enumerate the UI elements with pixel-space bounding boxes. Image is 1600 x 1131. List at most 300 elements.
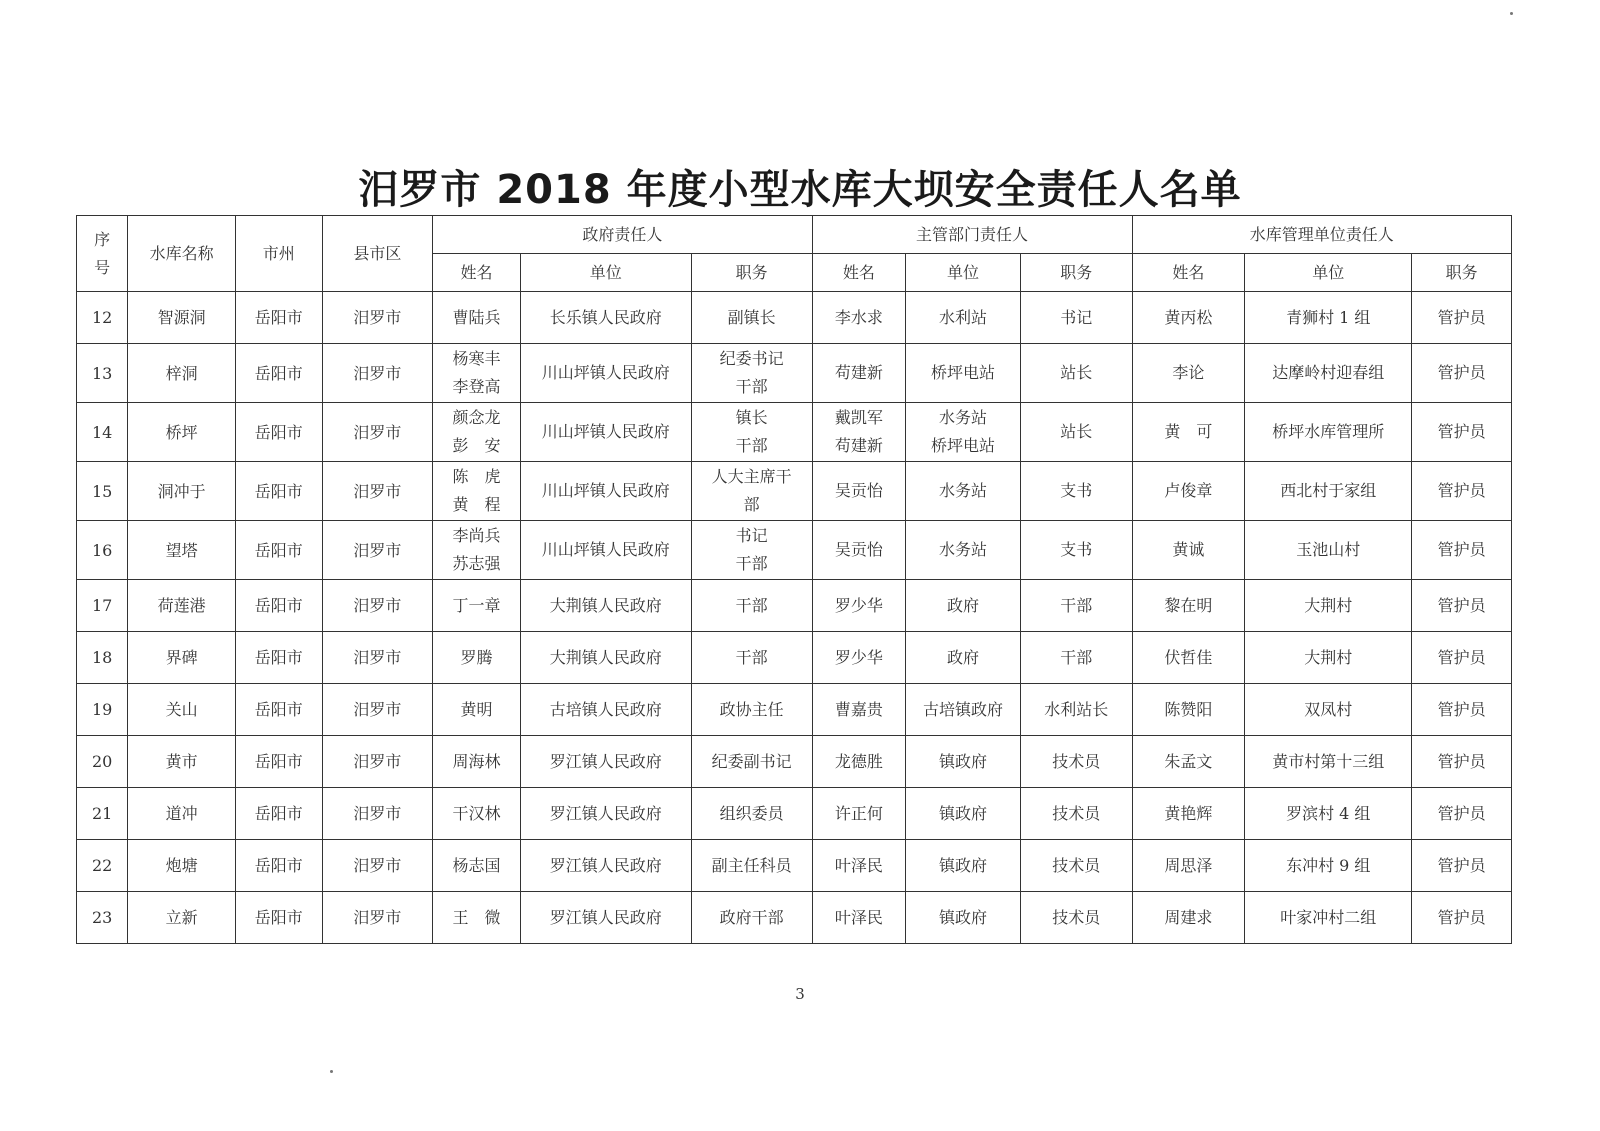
cell-line: 支书 [1060,540,1093,559]
cell-line: 黄丙松 [1164,307,1213,327]
cell-mgmt-duty [1412,736,1512,788]
cell-line: 水利站长 [1044,699,1109,719]
cell-line: 王 微 [452,907,501,927]
cell-mgmt-unit [1245,292,1412,344]
cell-line: 书记 [735,526,768,545]
cell-line: 罗少华 [834,647,883,667]
cell-dept-duty [1020,892,1132,944]
cell-county: 汨罗市 [322,632,433,684]
cell-city: 岳阳市 [235,580,322,632]
cell-county: 汨罗市 [322,788,433,840]
cell-dept-unit [906,788,1021,840]
cell-line: 大荆村 [1304,595,1353,615]
cell-line: 人大主席干 [711,467,792,486]
cell-line: 管护员 [1437,803,1486,823]
cell-line: 罗腾 [460,647,493,667]
header-mgmt-group: 水库管理单位责任人 [1132,216,1511,254]
cell-line: 曹嘉贵 [834,699,883,719]
cell-no: 13 [77,344,128,403]
cell-gov-duty [691,684,812,736]
header-dept-unit: 单位 [906,254,1021,292]
cell-gov-unit [520,292,691,344]
cell-reservoir: 立新 [128,892,236,944]
cell-dept-duty [1020,462,1132,521]
table-row [77,462,1512,521]
cell-dept-duty [1020,292,1132,344]
cell-line: 玉池山村 [1296,540,1361,559]
cell-mgmt-duty [1412,344,1512,403]
cell-line: 叶泽民 [834,855,883,875]
cell-county: 汨罗市 [322,840,433,892]
cell-line: 杨寒丰 [452,349,501,368]
cell-line: 周海林 [452,751,501,771]
cell-gov-unit [520,892,691,944]
cell-mgmt-unit [1245,684,1412,736]
header-gov-group: 政府责任人 [433,216,812,254]
cell-mgmt-name [1132,580,1245,632]
cell-line: 大荆镇人民政府 [549,647,662,667]
cell-mgmt-unit [1245,462,1412,521]
header-gov-unit: 单位 [520,254,691,292]
cell-line: 干部 [735,595,768,615]
cell-county: 汨罗市 [322,292,433,344]
cell-gov-name [433,344,521,403]
cell-gov-unit [520,736,691,788]
cell-mgmt-name [1132,892,1245,944]
cell-line: 技术员 [1052,803,1101,823]
cell-no: 23 [77,892,128,944]
cell-dept-unit [906,684,1021,736]
cell-line: 副镇长 [727,307,776,327]
cell-mgmt-unit [1245,344,1412,403]
cell-dept-name [812,892,906,944]
cell-gov-duty [691,892,812,944]
cell-dept-unit [906,632,1021,684]
cell-line: 大荆镇人民政府 [549,595,662,615]
cell-mgmt-unit [1245,632,1412,684]
cell-mgmt-duty [1412,292,1512,344]
cell-line: 政府 [946,595,979,615]
cell-gov-unit [520,788,691,840]
cell-line: 镇政府 [938,803,987,823]
cell-gov-name [433,632,521,684]
cell-line: 西北村于家组 [1280,481,1377,500]
cell-line: 大荆村 [1304,647,1353,667]
cell-line: 龙德胜 [834,751,883,771]
cell-line: 干部 [735,436,768,455]
cell-mgmt-duty [1412,684,1512,736]
cell-mgmt-duty [1412,632,1512,684]
cell-dept-duty [1020,632,1132,684]
table-body [77,292,1512,944]
cell-line: 苟建新 [834,436,883,455]
cell-mgmt-unit [1245,840,1412,892]
cell-gov-duty [691,788,812,840]
cell-mgmt-unit [1245,521,1412,580]
table-row [77,632,1512,684]
cell-mgmt-unit [1245,403,1412,462]
cell-gov-name [433,684,521,736]
header-seq-line: 号 [94,257,111,277]
cell-mgmt-name [1132,292,1245,344]
cell-line: 黎在明 [1164,595,1213,615]
cell-gov-unit [520,344,691,403]
table-row [77,788,1512,840]
cell-dept-unit [906,580,1021,632]
cell-city: 岳阳市 [235,521,322,580]
header-seq-line: 序 [94,229,111,249]
cell-city: 岳阳市 [235,840,322,892]
cell-line: 罗江镇人民政府 [549,803,662,823]
cell-line: 副主任科员 [711,855,792,875]
cell-line: 干部 [735,554,768,573]
cell-line: 李论 [1172,363,1205,382]
cell-line: 管护员 [1437,595,1486,615]
cell-gov-duty [691,462,812,521]
cell-line: 管护员 [1437,699,1486,719]
cell-dept-unit [906,892,1021,944]
cell-line: 长乐镇人民政府 [549,307,662,327]
cell-city: 岳阳市 [235,684,322,736]
table-row [77,840,1512,892]
cell-reservoir: 界碑 [128,632,236,684]
cell-dept-name [812,403,906,462]
cell-gov-unit [520,684,691,736]
cell-mgmt-unit [1245,736,1412,788]
cell-dept-unit [906,292,1021,344]
cell-line: 干部 [735,647,768,667]
cell-gov-name [433,292,521,344]
cell-line: 黄艳辉 [1164,803,1213,823]
cell-mgmt-name [1132,736,1245,788]
cell-line: 镇政府 [938,907,987,927]
cell-line: 叶家冲村二组 [1280,907,1377,927]
cell-dept-name [812,462,906,521]
cell-dept-name [812,580,906,632]
cell-dept-name [812,736,906,788]
cell-line: 黄诚 [1172,540,1205,559]
cell-dept-duty [1020,840,1132,892]
cell-line: 罗江镇人民政府 [549,907,662,927]
header-row-top [77,216,1512,254]
cell-dept-duty [1020,788,1132,840]
cell-mgmt-duty [1412,462,1512,521]
cell-city: 岳阳市 [235,788,322,840]
cell-line: 罗江镇人民政府 [549,855,662,875]
cell-gov-name [433,580,521,632]
cell-line: 政府干部 [719,907,784,927]
cell-line: 苏志强 [452,554,501,573]
cell-dept-name [812,292,906,344]
cell-line: 吴贡怡 [834,540,883,559]
cell-mgmt-name [1132,788,1245,840]
cell-line: 桥坪电站 [930,436,995,455]
cell-no: 20 [77,736,128,788]
cell-dept-duty [1020,521,1132,580]
cell-county: 汨罗市 [322,403,433,462]
cell-dept-duty [1020,344,1132,403]
cell-county: 汨罗市 [322,521,433,580]
cell-line: 干部 [1060,647,1093,667]
cell-line: 川山坪镇人民政府 [541,540,670,559]
cell-line: 水务站 [938,481,987,500]
cell-line: 政协主任 [719,699,784,719]
cell-line: 丁一章 [452,595,501,615]
cell-line: 管护员 [1437,307,1486,327]
cell-reservoir: 黄市 [128,736,236,788]
cell-mgmt-name [1132,632,1245,684]
cell-reservoir: 望塔 [128,521,236,580]
cell-line: 古培镇人民政府 [549,699,662,719]
cell-mgmt-unit [1245,580,1412,632]
cell-county: 汨罗市 [322,580,433,632]
cell-mgmt-duty [1412,892,1512,944]
cell-line: 支书 [1060,481,1093,500]
cell-county: 汨罗市 [322,462,433,521]
cell-line: 站长 [1060,422,1093,441]
cell-line: 李尚兵 [452,526,501,545]
table-row [77,403,1512,462]
cell-gov-unit [520,632,691,684]
cell-reservoir: 荷莲港 [128,580,236,632]
cell-mgmt-unit [1245,788,1412,840]
responsibility-table [76,215,1512,944]
cell-reservoir: 炮塘 [128,840,236,892]
cell-line: 管护员 [1437,751,1486,771]
cell-city: 岳阳市 [235,403,322,462]
header-city: 市州 [235,216,322,292]
cell-dept-unit [906,736,1021,788]
cell-gov-duty [691,580,812,632]
cell-county: 汨罗市 [322,684,433,736]
cell-line: 苟建新 [834,363,883,382]
cell-mgmt-name [1132,840,1245,892]
cell-line: 组织委员 [719,803,784,823]
cell-gov-name [433,840,521,892]
cell-line: 叶泽民 [834,907,883,927]
cell-line: 管护员 [1437,540,1486,559]
header-seq [77,216,128,292]
cell-line: 李登高 [452,377,501,396]
cell-mgmt-duty [1412,521,1512,580]
cell-gov-name [433,521,521,580]
cell-line: 川山坪镇人民政府 [541,481,670,500]
cell-line: 技术员 [1052,751,1101,771]
cell-line: 管护员 [1437,907,1486,927]
cell-line: 周建求 [1164,907,1213,927]
cell-line: 技术员 [1052,855,1101,875]
cell-reservoir: 道冲 [128,788,236,840]
cell-dept-unit [906,840,1021,892]
cell-gov-duty [691,736,812,788]
cell-dept-duty [1020,736,1132,788]
cell-line: 古培镇政府 [922,699,1003,719]
header-dept-duty: 职务 [1020,254,1132,292]
cell-no: 21 [77,788,128,840]
cell-gov-duty [691,403,812,462]
cell-county: 汨罗市 [322,736,433,788]
cell-no: 14 [77,403,128,462]
cell-no: 12 [77,292,128,344]
table-row [77,580,1512,632]
cell-reservoir: 关山 [128,684,236,736]
page-title: 汨罗市 2018 年度小型水库大坝安全责任人名单 [358,167,1242,213]
cell-dept-unit [906,462,1021,521]
cell-line: 干部 [735,377,768,396]
cell-line: 技术员 [1052,907,1101,927]
cell-gov-name [433,403,521,462]
cell-dept-unit [906,344,1021,403]
cell-mgmt-name [1132,521,1245,580]
header-mgmt-duty: 职务 [1412,254,1512,292]
cell-line: 黄市村第十三组 [1272,751,1385,771]
cell-line: 书记 [1060,307,1093,327]
cell-no: 19 [77,684,128,736]
cell-line: 黄 可 [1164,422,1213,441]
cell-line: 青狮村 1 组 [1286,307,1371,327]
cell-dept-unit [906,403,1021,462]
cell-no: 18 [77,632,128,684]
cell-no: 22 [77,840,128,892]
cell-gov-name [433,892,521,944]
cell-line: 彭 安 [452,436,501,455]
header-reservoir: 水库名称 [128,216,236,292]
cell-line: 纪委副书记 [711,751,792,771]
cell-gov-duty [691,292,812,344]
cell-line: 干汉林 [452,803,501,823]
cell-gov-duty [691,344,812,403]
cell-city: 岳阳市 [235,462,322,521]
cell-line: 戴凯军 [834,408,883,427]
cell-no: 16 [77,521,128,580]
cell-dept-name [812,840,906,892]
scan-speck [330,1070,333,1073]
cell-line: 朱孟文 [1164,751,1213,771]
cell-line: 达摩岭村迎春组 [1272,363,1385,382]
cell-line: 镇长 [735,408,768,427]
cell-line: 管护员 [1437,481,1486,500]
cell-reservoir: 智源洞 [128,292,236,344]
cell-line: 曹陆兵 [452,307,501,327]
cell-line: 双凤村 [1304,699,1353,719]
cell-line: 杨志国 [452,855,501,875]
scan-speck [1510,12,1513,15]
cell-reservoir: 桥坪 [128,403,236,462]
header-gov-duty: 职务 [691,254,812,292]
cell-line: 伏哲佳 [1164,647,1213,667]
page-number: 3 [795,985,805,1003]
cell-mgmt-unit [1245,892,1412,944]
cell-line: 桥坪水库管理所 [1272,422,1385,441]
cell-mgmt-duty [1412,580,1512,632]
cell-dept-name [812,788,906,840]
cell-line: 罗江镇人民政府 [549,751,662,771]
cell-mgmt-name [1132,462,1245,521]
header-gov-name: 姓名 [433,254,521,292]
header-county: 县市区 [322,216,433,292]
header-dept-name: 姓名 [812,254,906,292]
cell-gov-unit [520,403,691,462]
cell-line: 镇政府 [938,751,987,771]
cell-gov-name [433,462,521,521]
table-row [77,521,1512,580]
cell-line: 陈赞阳 [1164,699,1213,719]
cell-city: 岳阳市 [235,632,322,684]
cell-dept-duty [1020,684,1132,736]
cell-dept-name [812,521,906,580]
cell-line: 水利站 [938,307,987,327]
cell-gov-name [433,736,521,788]
cell-line: 川山坪镇人民政府 [541,363,670,382]
cell-mgmt-name [1132,684,1245,736]
cell-gov-name [433,788,521,840]
cell-line: 纪委书记 [719,349,784,368]
cell-line: 桥坪电站 [930,363,995,382]
cell-city: 岳阳市 [235,892,322,944]
cell-dept-unit [906,521,1021,580]
cell-line: 李水求 [834,307,883,327]
cell-city: 岳阳市 [235,344,322,403]
cell-line: 颜念龙 [452,408,501,427]
cell-line: 罗滨村 4 组 [1286,803,1371,823]
table-row [77,292,1512,344]
cell-line: 陈 虎 [452,467,501,486]
cell-mgmt-name [1132,403,1245,462]
cell-city: 岳阳市 [235,736,322,788]
cell-line: 东冲村 9 组 [1286,855,1371,875]
cell-line: 部 [743,495,760,514]
cell-mgmt-duty [1412,403,1512,462]
table-row [77,892,1512,944]
cell-no: 15 [77,462,128,521]
cell-line: 许正何 [834,803,883,823]
cell-line: 罗少华 [834,595,883,615]
cell-reservoir: 梓洞 [128,344,236,403]
table-row [77,684,1512,736]
cell-dept-name [812,684,906,736]
cell-line: 镇政府 [938,855,987,875]
cell-line: 卢俊章 [1164,481,1213,500]
cell-county: 汨罗市 [322,892,433,944]
cell-county: 汨罗市 [322,344,433,403]
cell-mgmt-duty [1412,840,1512,892]
cell-line: 管护员 [1437,363,1486,382]
cell-dept-duty [1020,403,1132,462]
cell-line: 管护员 [1437,422,1486,441]
cell-gov-unit [520,840,691,892]
cell-dept-name [812,344,906,403]
cell-line: 周思泽 [1164,855,1213,875]
cell-line: 干部 [1060,595,1093,615]
cell-gov-unit [520,462,691,521]
cell-line: 黄明 [460,699,493,719]
cell-mgmt-duty [1412,788,1512,840]
cell-line: 政府 [946,647,979,667]
cell-gov-duty [691,632,812,684]
cell-line: 水务站 [938,408,987,427]
cell-line: 吴贡怡 [834,481,883,500]
cell-line: 管护员 [1437,647,1486,667]
cell-mgmt-name [1132,344,1245,403]
cell-dept-duty [1020,580,1132,632]
cell-line: 黄 程 [452,495,501,514]
cell-line: 管护员 [1437,855,1486,875]
header-mgmt-unit: 单位 [1245,254,1412,292]
table-row [77,344,1512,403]
cell-gov-unit [520,521,691,580]
cell-line: 水务站 [938,540,987,559]
header-dept-group: 主管部门责任人 [812,216,1132,254]
